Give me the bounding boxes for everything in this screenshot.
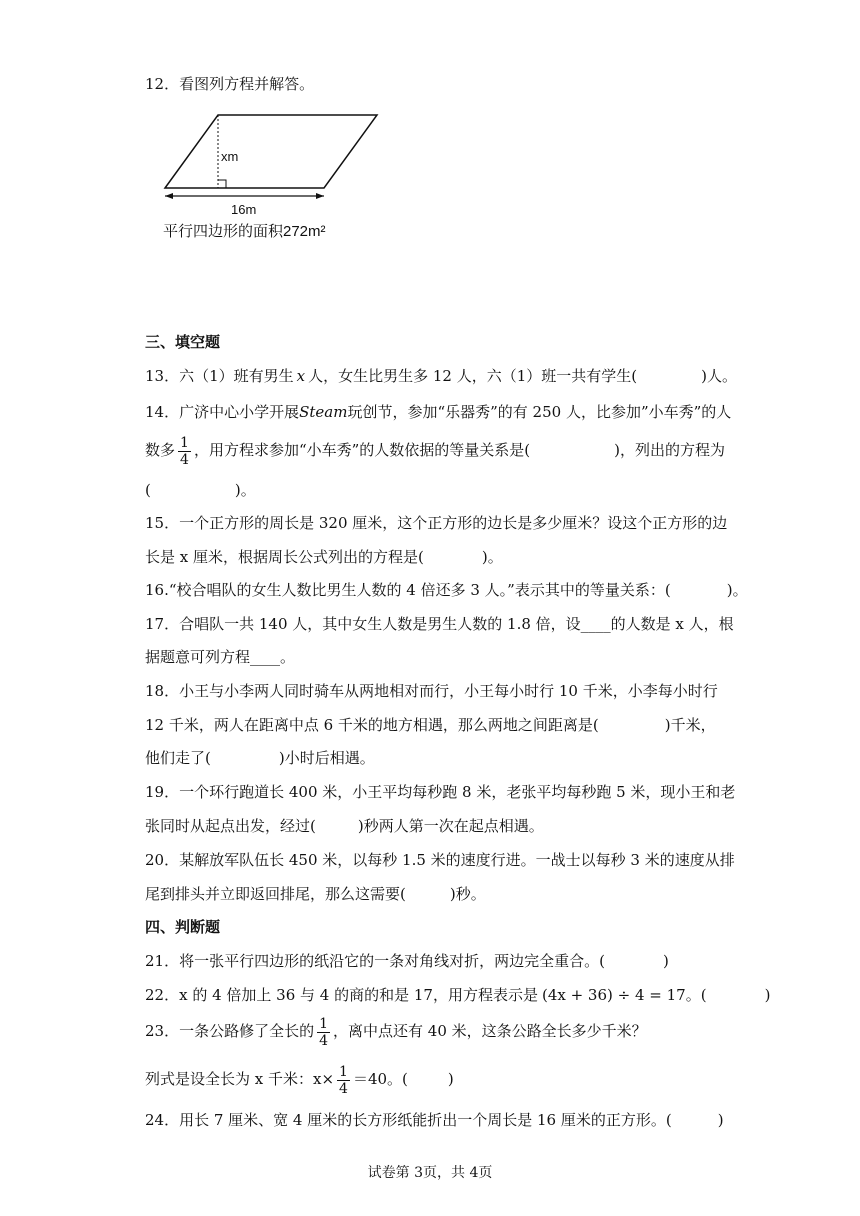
q16 [145, 580, 748, 600]
figure-caption: 平行四边形的面积272m² [163, 223, 326, 240]
q14-fraction [178, 435, 191, 468]
q23-fraction [317, 1016, 330, 1049]
q20-l2b: )秒。 [449, 885, 486, 903]
q19-line1: 19．一个环行跑道长 400 米，小王平均每秒跑 8 米，老张平均每秒跑 5 米，现小王和老 [145, 783, 736, 801]
q18-l3a: 他们走了( [145, 749, 211, 767]
q23-l1b: ，离中点还有 40 米，这条公路全长多少千米？ [333, 1022, 647, 1040]
q18-line3 [145, 748, 375, 768]
q15-l2a: 长是 x 厘米，根据周长公式列出的方程是( [145, 548, 424, 566]
q14-line1 [145, 402, 731, 422]
q14-l2a: 数多 [145, 441, 176, 459]
q17-l2b: 。 [280, 648, 296, 666]
arrow-left [165, 193, 173, 199]
q17-l1a: 17．合唱队一共 140 人，其中女生人数是男生人数的 1.8 倍，设 [145, 615, 581, 633]
q17-line1 [145, 614, 734, 634]
q16-b: )。 [726, 581, 748, 599]
q12-text: 12．看图列方程并解答。 [145, 75, 315, 93]
q13-b: 人，女生比男生多 12 人，六（1）班一共有学生( [308, 367, 638, 385]
q22-a: 22．x 的 4 倍加上 36 与 4 的商的和是 17，用方程表示是 [145, 986, 538, 1004]
page-footer: 试卷第 3页，共 4页 [367, 1165, 493, 1181]
q18-line1: 18．小王与小李两人同时骑车从两地相对而行，小王每小时行 10 千米，小李每小时行 [145, 682, 718, 700]
q14-frac-num: 1 [180, 434, 189, 451]
q14-l2c: )，列出的方程为 [614, 441, 725, 459]
right-angle-mark [218, 180, 226, 188]
section-title-fill-in: 三、填空题 [145, 333, 221, 351]
q22-b: 。( [685, 986, 707, 1004]
q21-b: ) [662, 952, 669, 970]
base-label: 16m [231, 202, 257, 217]
q22-c: ) [764, 986, 771, 1004]
q22 [145, 985, 770, 1005]
q16-a: 16.“校合唱队的女生人数比男生人数的 4 倍还多 3 人。”表示其中的等量关系：( [145, 581, 671, 599]
q14-line3 [145, 480, 256, 500]
q13 [145, 366, 737, 386]
q14-l1b: 玩创节，参加“乐器秀”的有 250 人，比参加”小车秀”的人 [347, 403, 732, 421]
q23-fraction2 [337, 1064, 350, 1097]
q23-frac2-num: 1 [339, 1063, 348, 1080]
q23-line2 [145, 1060, 454, 1098]
q20-l2a: 尾到排头并立即返回排尾，那么这需要( [145, 885, 406, 903]
q23-frac2-den: 4 [339, 1080, 348, 1097]
q14-line2 [145, 432, 725, 468]
q18-l2b: )千米， [664, 716, 716, 734]
height-label: xm [221, 149, 239, 164]
q24-b: ) [717, 1111, 724, 1129]
q19-line2 [145, 816, 544, 836]
q24 [145, 1110, 724, 1130]
q14-l3a: ( [145, 481, 151, 499]
q15-line2 [145, 547, 503, 567]
q23-l2a: 列式是设全长为 x 千米：x× [145, 1070, 335, 1088]
q17-l1b: 的人数是 x 人，根 [610, 615, 734, 633]
q23-l2c: ) [447, 1070, 454, 1088]
q13-a: 13．六（1）班有男生 [145, 367, 294, 385]
q22-equation: (4x + 36) ÷ 4 = 17 [541, 986, 686, 1004]
arrow-right [316, 193, 324, 199]
q14-l1a: 14．广济中心小学开展 [145, 403, 300, 421]
q17-l2a: 据题意可列方程 [145, 648, 251, 666]
q23-l1a: 23．一条公路修了全长的 [145, 1022, 315, 1040]
q18-l3b: )小时后相遇。 [278, 749, 375, 767]
q19-l2b: )秒两人第一次在起点相遇。 [357, 817, 544, 835]
q23-frac-den: 4 [319, 1032, 329, 1049]
q13-c: )人。 [701, 367, 737, 385]
q20-line2 [145, 884, 486, 904]
parallelogram-figure [155, 105, 415, 255]
q21-a: 21．将一张平行四边形的纸沿它的一条对角线对折，两边完全重合。( [145, 952, 605, 970]
q14-steam: Steam [299, 403, 348, 421]
q18-l2a: 12 千米，两人在距离中点 6 千米的地方相遇，那么两地之间距离是( [145, 716, 599, 734]
parallelogram-shape [165, 115, 377, 188]
q23-line1 [145, 1012, 647, 1050]
q24-a: 24．用长 7 厘米、宽 4 厘米的长方形纸能折出一个周长是 16 厘米的正方形。( [145, 1111, 672, 1129]
q14-frac-den: 4 [180, 451, 189, 468]
q15-l2b: )。 [481, 548, 503, 566]
q23-frac-num: 1 [319, 1015, 329, 1032]
q18-line2 [145, 715, 716, 735]
q23-l2b: ＝40。( [352, 1070, 408, 1088]
q17-line2 [145, 647, 295, 667]
q20-line1: 20．某解放军队伍长 450 米，以每秒 1.5 米的速度行进。一战士以每秒 3 米的速度从排 [145, 851, 735, 869]
q14-l3b: )。 [234, 481, 256, 499]
q21 [145, 951, 669, 971]
q17-blank2[interactable]: ____ [250, 648, 281, 666]
q19-l2a: 张同时从起点出发，经过( [145, 817, 316, 835]
q17-blank1[interactable]: ____ [580, 615, 611, 633]
q13-var: x [296, 367, 306, 385]
q14-l2b: ，用方程求参加“小车秀”的人数依据的等量关系是( [193, 441, 531, 459]
section-title-judgment: 四、判断题 [145, 918, 221, 936]
q15-line1: 15．一个正方形的周长是 320 厘米，这个正方形的边长是多少厘米？设这个正方形的边 [145, 514, 728, 532]
